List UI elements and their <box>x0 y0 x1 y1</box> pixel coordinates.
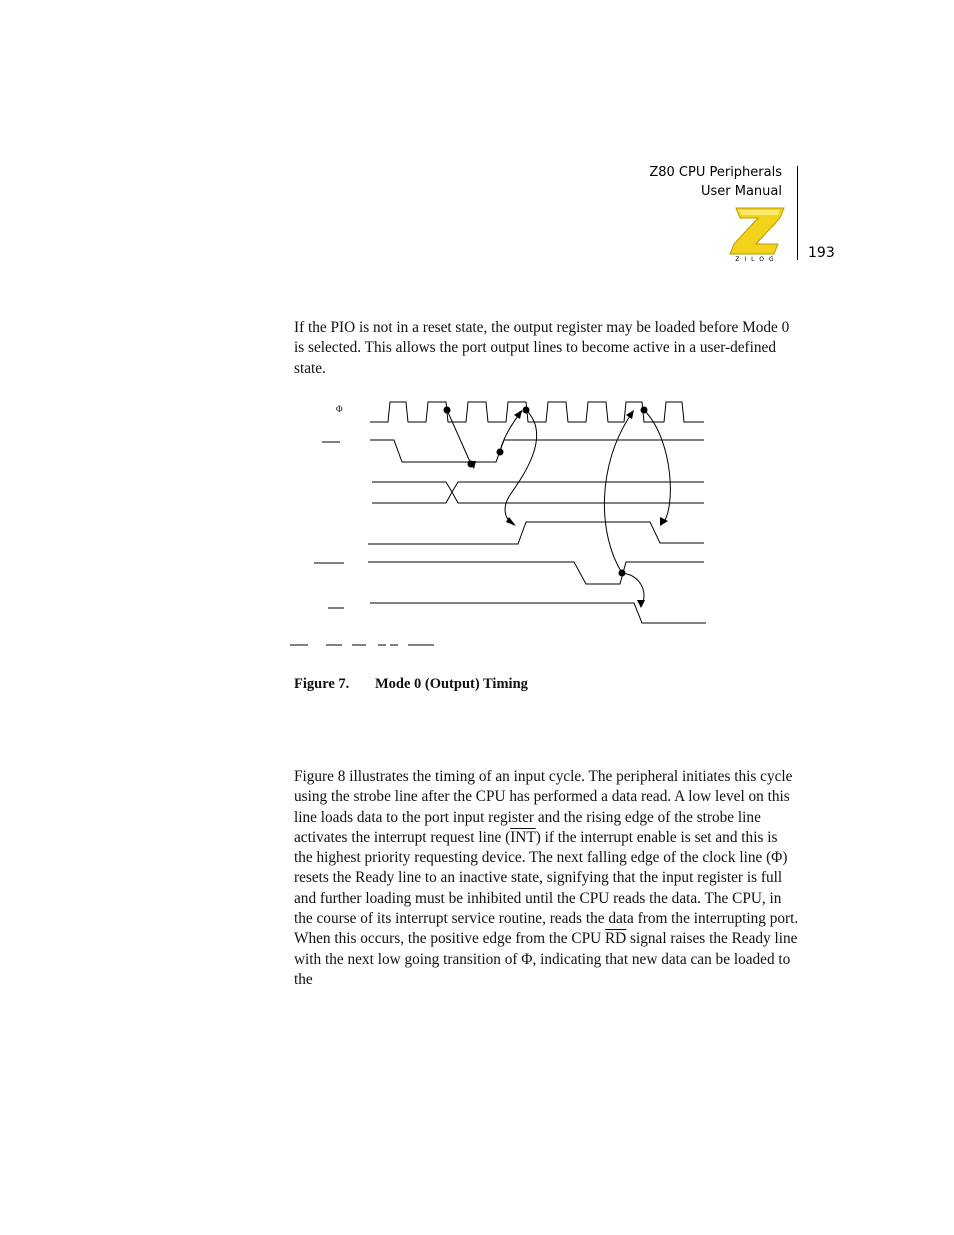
rd-signal-name: $\overline{RD}$ <box>604 930 627 948</box>
running-header <box>542 163 782 201</box>
arrow-strobe-to-clock <box>604 413 632 573</box>
timing-diagram <box>288 395 718 655</box>
strobe-waveform <box>368 562 704 584</box>
arrow-clock-to-ready <box>505 410 537 525</box>
zilog-logo <box>728 206 786 262</box>
write-signal-waveform <box>370 440 704 462</box>
arrow-head <box>637 600 645 608</box>
page-number: 193 <box>808 245 835 261</box>
event-dot <box>619 570 626 577</box>
event-dot <box>497 449 504 456</box>
data-bus-waveform <box>372 482 704 503</box>
event-dot <box>641 407 648 414</box>
paragraph-2-part-3: signal raises the Ready line with the next low going transition of Φ, indicating that new data can be loaded to the <box>294 930 798 988</box>
arrow-head <box>660 517 668 526</box>
figure-label: Figure 7. <box>294 676 350 692</box>
header-title-line2: User Manual <box>700 184 782 199</box>
arrow-head <box>514 410 522 419</box>
figure-caption <box>294 676 528 693</box>
paragraph-1: If the PIO is not in a reset state, the output register may be loaded before Mode 0 is selected. This allows the port output lines to become active in a user-defined state. <box>294 319 790 377</box>
output-waveform <box>370 603 706 623</box>
header-divider <box>797 166 798 260</box>
figure-title: Mode 0 (Output) Timing <box>374 676 528 692</box>
arrow-head <box>626 410 634 419</box>
clock-label: Φ <box>336 404 343 414</box>
int-signal-name: $\overline{INT}$ <box>510 828 536 846</box>
logo-text: ZILOG <box>735 256 779 262</box>
arrow-clock-to-strobe <box>644 410 670 524</box>
event-dot <box>444 407 451 414</box>
header-title-line1: Z80 CPU Peripherals <box>649 165 782 180</box>
paragraph-2-part-2: ) if the interrupt enable is set and this is the highest priority requesting device. The next falling edge of the clock line (Φ) resets the Ready line to an inactive state, signifying that the input register is full and further loading must be inhibited until the CPU reads the data. The CPU, in the course of its interrupt service routine, reads the data from the interrupting port. When this occurs, the positive edge from the CPU <box>294 828 799 948</box>
paragraph-2 <box>294 767 799 990</box>
paragraph-2-part-1: Figure 8 illustrates the timing of an input cycle. The peripheral initiates this cycle using the strobe line after the CPU has performed a data read. A low level on this line loads data to the port input register and the rising edge of the strobe line activates the interrupt request line ( <box>294 768 793 846</box>
ready-waveform <box>368 522 704 544</box>
clock-waveform <box>370 402 704 422</box>
arrow-clock-to-write <box>447 410 471 464</box>
event-dot <box>523 407 530 414</box>
